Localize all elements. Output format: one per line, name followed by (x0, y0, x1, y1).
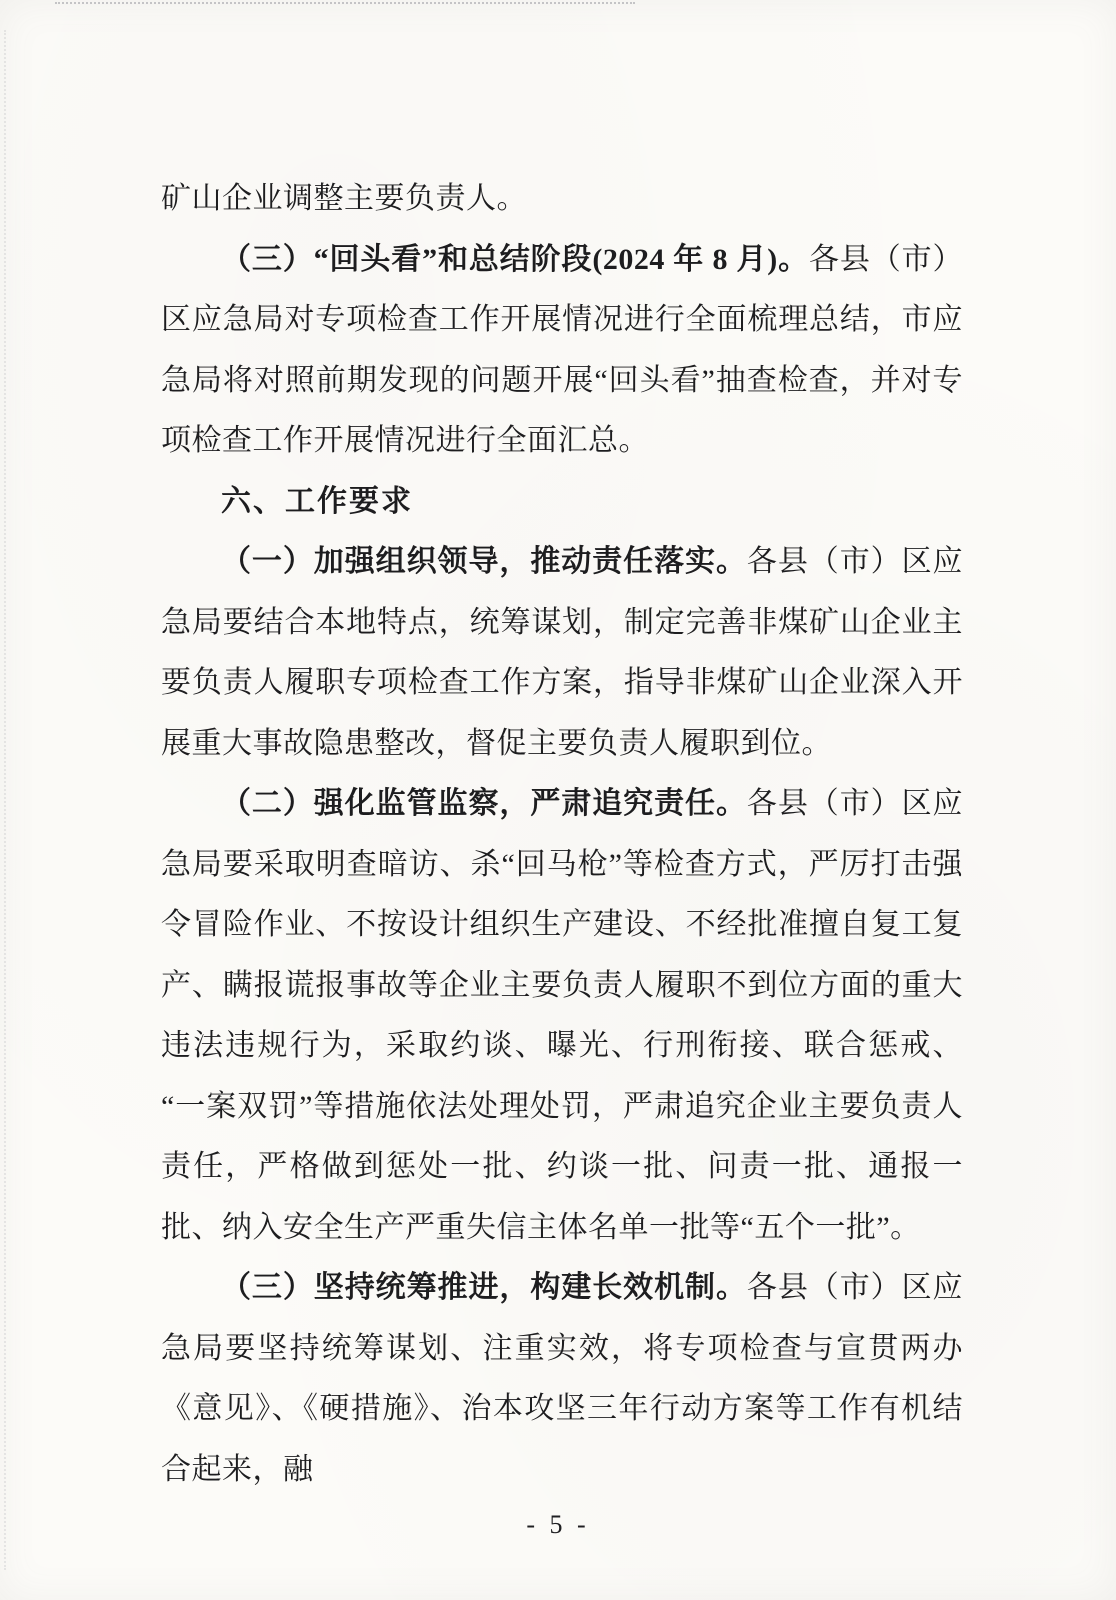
paragraph-stage-review (161, 230, 963, 472)
paragraph-requirement-2 (161, 774, 963, 1258)
paragraph-stage-review-heading: （三）“回头看”和总结阶段(2024 年 8 月)。 (221, 242, 809, 276)
page-number: - 5 - (526, 1510, 590, 1539)
paragraph-requirement-1 (161, 532, 963, 774)
section-heading-work-requirements (161, 472, 963, 533)
paragraph-requirement-3-text: 各县（市）区应急局要坚持统筹谋划、注重实效，将专项检查与宣贯两办《意见》、《硬措施》、治本攻坚三年行动方案等工作有机结合起来，融 (161, 1271, 963, 1486)
scan-artifact-left-edge (4, 30, 6, 1570)
scan-artifact-top-edge (55, 2, 635, 4)
paragraph-stage-review-text: 各县（市）区应急局对专项检查工作开展情况进行全面梳理总结，市应急局将对照前期发现的问题开展“回头看”抽查检查，并对专项检查工作开展情况进行全面汇总。 (161, 242, 964, 457)
paragraph-continuation (161, 169, 963, 230)
paragraph-continuation-text: 矿山企业调整主要负责人。 (161, 182, 527, 215)
paragraph-requirement-2-heading: （二）强化监管监察，严肃追究责任。 (221, 787, 747, 820)
paragraph-requirement-3 (161, 1258, 963, 1500)
paragraph-requirement-1-heading: （一）加强组织领导，推动责任落实。 (221, 545, 747, 578)
section-heading-work-requirements-text: 六、工作要求 (221, 484, 413, 518)
paragraph-requirement-3-heading: （三）坚持统筹推进，构建长效机制。 (221, 1271, 747, 1304)
paragraph-requirement-2-text: 各县（市）区应急局要采取明查暗访、杀“回马枪”等检查方式，严厉打击强令冒险作业、不按设计组织生产建设、不经批准擅自复工复产、瞒报谎报事故等企业主要负责人履职不到位方面的重大违法违规行为，采取约谈、曝光、行刑衔接、联合惩戒、“一案双罚”等措施依法处理处罚，严肃追究企业主要负责人责任，严格做到惩处一批、约谈一批、问责一批、通报一批、纳入安全生产严重失信主体名单一批等“五个一批”。 (161, 787, 963, 1244)
paragraph-requirement-1-text: 各县（市）区应急局要结合本地特点，统筹谋划，制定完善非煤矿山企业主要负责人履职专项检查工作方案，指导非煤矿山企业深入开展重大事故隐患整改，督促主要负责人履职到位。 (161, 545, 963, 760)
document-body (161, 169, 963, 1500)
